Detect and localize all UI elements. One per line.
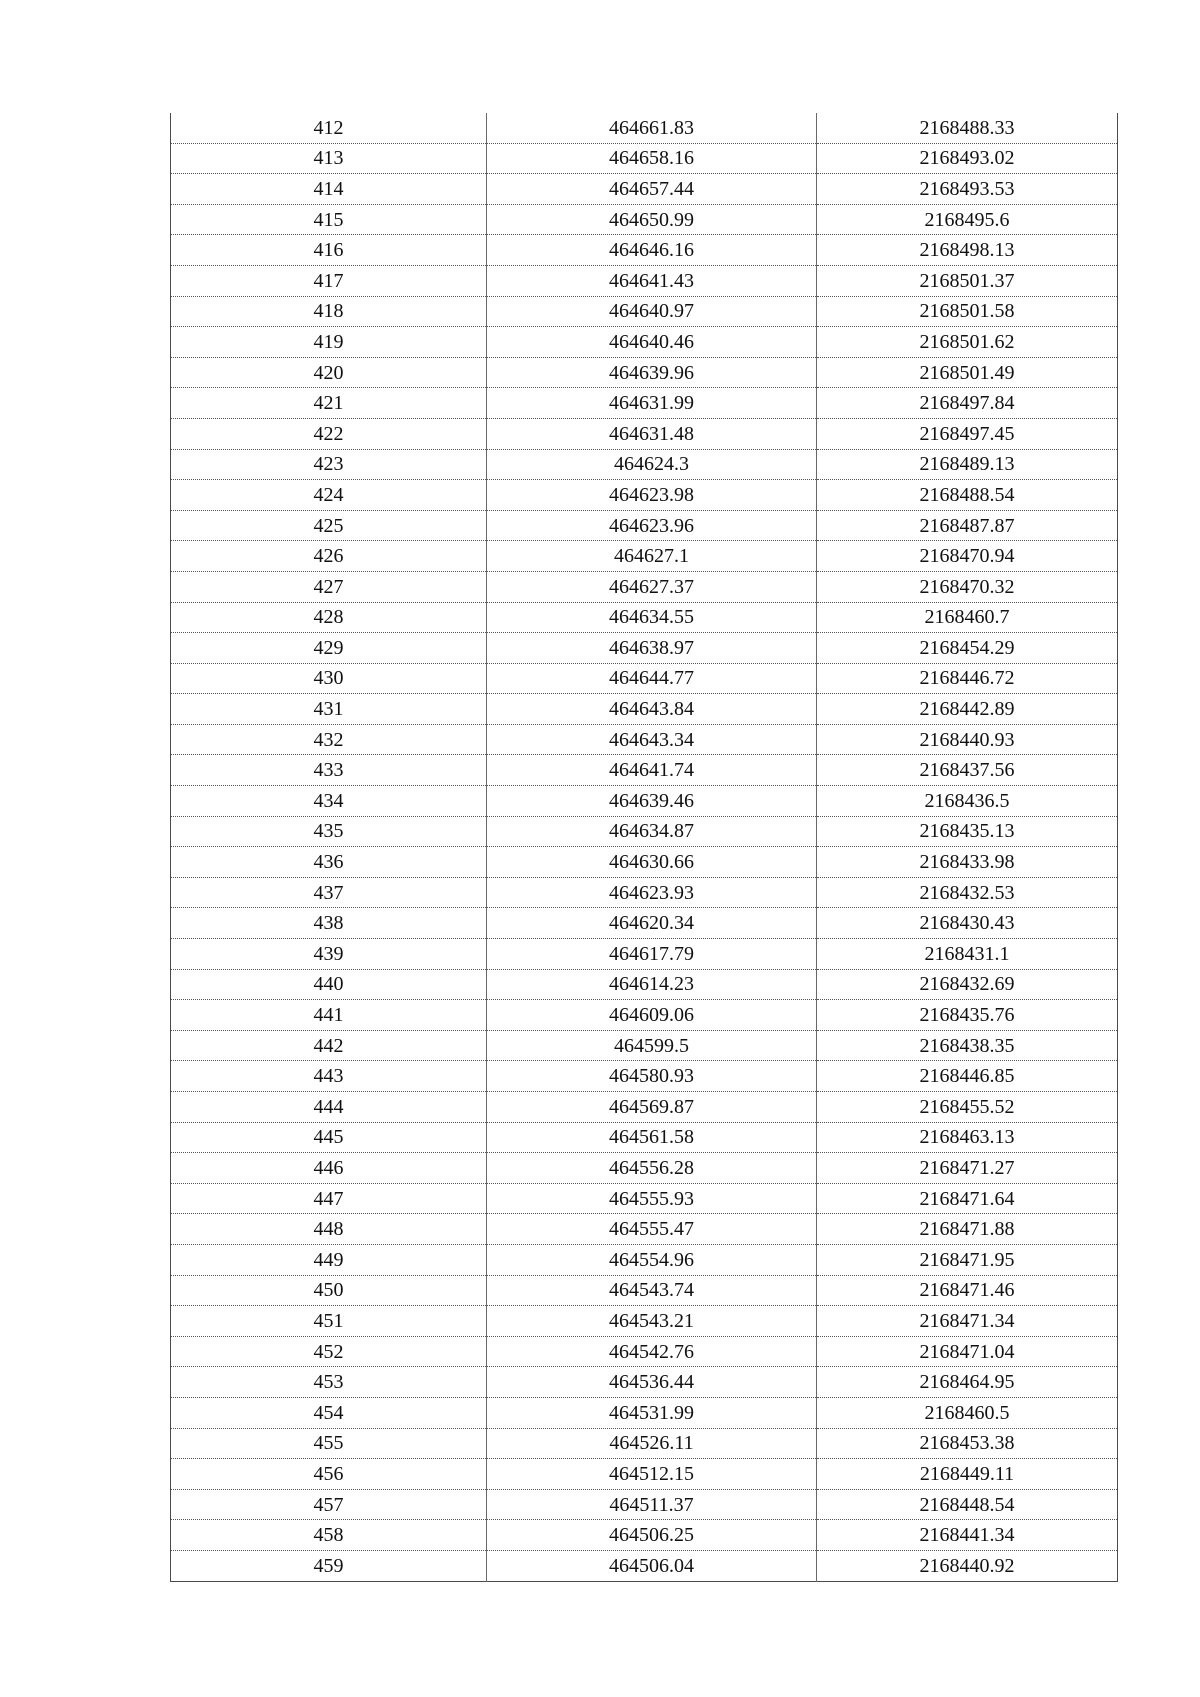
table-row — [171, 1550, 1118, 1581]
y-value-cell: 2168435.76 — [817, 1000, 1118, 1031]
x-value-cell: 464511.37 — [487, 1489, 817, 1520]
point-number-cell: 443 — [171, 1061, 487, 1092]
x-value-cell: 464657.44 — [487, 174, 817, 205]
y-value-cell: 2168438.35 — [817, 1030, 1118, 1061]
table-row — [171, 1459, 1118, 1490]
table-row — [171, 602, 1118, 633]
y-value-cell: 2168441.34 — [817, 1520, 1118, 1551]
point-number-cell: 429 — [171, 633, 487, 664]
y-value-cell: 2168446.85 — [817, 1061, 1118, 1092]
y-value-cell: 2168471.64 — [817, 1183, 1118, 1214]
x-value-cell: 464620.34 — [487, 908, 817, 939]
table-row — [171, 571, 1118, 602]
y-value-cell: 2168453.38 — [817, 1428, 1118, 1459]
point-number-cell: 448 — [171, 1214, 487, 1245]
y-value-cell: 2168498.13 — [817, 235, 1118, 266]
table-row — [171, 694, 1118, 725]
y-value-cell: 2168436.5 — [817, 786, 1118, 817]
x-value-cell: 464638.97 — [487, 633, 817, 664]
table-row — [171, 1275, 1118, 1306]
y-value-cell: 2168430.43 — [817, 908, 1118, 939]
y-value-cell: 2168464.95 — [817, 1367, 1118, 1398]
table-row — [171, 265, 1118, 296]
table-row — [171, 877, 1118, 908]
point-number-cell: 416 — [171, 235, 487, 266]
x-value-cell: 464658.16 — [487, 143, 817, 174]
x-value-cell: 464599.5 — [487, 1030, 817, 1061]
x-value-cell: 464623.96 — [487, 510, 817, 541]
x-value-cell: 464536.44 — [487, 1367, 817, 1398]
point-number-cell: 447 — [171, 1183, 487, 1214]
coordinate-table-body — [171, 113, 1118, 1581]
y-value-cell: 2168446.72 — [817, 663, 1118, 694]
table-row — [171, 418, 1118, 449]
point-number-cell: 422 — [171, 418, 487, 449]
y-value-cell: 2168433.98 — [817, 847, 1118, 878]
table-row — [171, 969, 1118, 1000]
x-value-cell: 464644.77 — [487, 663, 817, 694]
point-number-cell: 427 — [171, 571, 487, 602]
table-row — [171, 1306, 1118, 1337]
x-value-cell: 464631.48 — [487, 418, 817, 449]
point-number-cell: 458 — [171, 1520, 487, 1551]
table-row — [171, 1489, 1118, 1520]
y-value-cell: 2168460.5 — [817, 1397, 1118, 1428]
x-value-cell: 464506.25 — [487, 1520, 817, 1551]
y-value-cell: 2168488.33 — [817, 113, 1118, 143]
point-number-cell: 419 — [171, 327, 487, 358]
table-row — [171, 755, 1118, 786]
table-row — [171, 816, 1118, 847]
x-value-cell: 464650.99 — [487, 204, 817, 235]
x-value-cell: 464531.99 — [487, 1397, 817, 1428]
point-number-cell: 421 — [171, 388, 487, 419]
point-number-cell: 451 — [171, 1306, 487, 1337]
y-value-cell: 2168501.49 — [817, 357, 1118, 388]
table-row — [171, 1244, 1118, 1275]
x-value-cell: 464556.28 — [487, 1153, 817, 1184]
x-value-cell: 464555.47 — [487, 1214, 817, 1245]
table-row — [171, 1397, 1118, 1428]
x-value-cell: 464661.83 — [487, 113, 817, 143]
y-value-cell: 2168471.46 — [817, 1275, 1118, 1306]
point-number-cell: 437 — [171, 877, 487, 908]
table-row — [171, 143, 1118, 174]
point-number-cell: 436 — [171, 847, 487, 878]
x-value-cell: 464627.37 — [487, 571, 817, 602]
point-number-cell: 412 — [313, 116, 344, 139]
point-number-cell: 418 — [171, 296, 487, 327]
x-value-cell: 464623.93 — [487, 877, 817, 908]
table-row — [171, 174, 1118, 205]
table-row — [171, 113, 1118, 143]
point-number-cell: 439 — [171, 939, 487, 970]
point-number-cell: 430 — [171, 663, 487, 694]
y-value-cell: 2168488.54 — [817, 480, 1118, 511]
table-row — [171, 541, 1118, 572]
point-number-cell: 417 — [171, 265, 487, 296]
point-number-cell: 453 — [171, 1367, 487, 1398]
x-value-cell: 464634.55 — [487, 602, 817, 633]
x-value-cell: 464526.11 — [487, 1428, 817, 1459]
table-row — [171, 296, 1118, 327]
point-number-cell: 442 — [171, 1030, 487, 1061]
x-value-cell: 464641.74 — [487, 755, 817, 786]
x-value-cell: 464614.23 — [487, 969, 817, 1000]
x-value-cell: 464617.79 — [487, 939, 817, 970]
y-value-cell: 2168432.69 — [817, 969, 1118, 1000]
x-value-cell: 464631.99 — [487, 388, 817, 419]
point-number-cell: 457 — [171, 1489, 487, 1520]
table-row — [171, 1183, 1118, 1214]
table-row — [171, 847, 1118, 878]
y-value-cell: 2168440.93 — [817, 724, 1118, 755]
table-row — [171, 449, 1118, 480]
table-row — [171, 786, 1118, 817]
table-row — [171, 204, 1118, 235]
table-row — [171, 1428, 1118, 1459]
table-row — [171, 1520, 1118, 1551]
x-value-cell: 464543.74 — [487, 1275, 817, 1306]
point-number-cell: 444 — [171, 1092, 487, 1123]
y-value-cell: 2168449.11 — [817, 1459, 1118, 1490]
x-value-cell: 464555.93 — [487, 1183, 817, 1214]
point-number-cell: 433 — [171, 755, 487, 786]
y-value-cell: 2168455.52 — [817, 1092, 1118, 1123]
point-number-cell: 438 — [171, 908, 487, 939]
point-number-cell: 414 — [171, 174, 487, 205]
y-value-cell: 2168463.13 — [817, 1122, 1118, 1153]
point-number-cell: 423 — [171, 449, 487, 480]
y-value-cell: 2168471.34 — [817, 1306, 1118, 1337]
point-number-cell: 428 — [171, 602, 487, 633]
point-number-cell: 459 — [171, 1550, 487, 1581]
point-number-cell: 434 — [171, 786, 487, 817]
point-number-cell: 441 — [171, 1000, 487, 1031]
x-value-cell: 464554.96 — [487, 1244, 817, 1275]
y-value-cell: 2168471.27 — [817, 1153, 1118, 1184]
x-value-cell: 464543.21 — [487, 1306, 817, 1337]
y-value-cell: 2168497.84 — [817, 388, 1118, 419]
y-value-cell: 2168448.54 — [817, 1489, 1118, 1520]
point-number-cell: 432 — [171, 724, 487, 755]
table-row — [171, 1122, 1118, 1153]
y-value-cell: 2168489.13 — [817, 449, 1118, 480]
point-number-cell: 456 — [171, 1459, 487, 1490]
table-row — [171, 1336, 1118, 1367]
table-row — [171, 327, 1118, 358]
y-value-cell: 2168493.02 — [817, 143, 1118, 174]
x-value-cell: 464630.66 — [487, 847, 817, 878]
table-row — [171, 1367, 1118, 1398]
y-value-cell: 2168431.1 — [817, 939, 1118, 970]
point-number-cell: 415 — [171, 204, 487, 235]
y-value-cell: 2168470.32 — [817, 571, 1118, 602]
table-row — [171, 1092, 1118, 1123]
x-value-cell: 464512.15 — [487, 1459, 817, 1490]
point-number-cell: 426 — [171, 541, 487, 572]
point-number-cell: 413 — [171, 143, 487, 174]
y-value-cell: 2168437.56 — [817, 755, 1118, 786]
table-row — [171, 724, 1118, 755]
point-number-cell: 424 — [171, 480, 487, 511]
x-value-cell: 464624.3 — [487, 449, 817, 480]
table-row — [171, 1030, 1118, 1061]
point-number-cell: 449 — [171, 1244, 487, 1275]
x-value-cell: 464623.98 — [487, 480, 817, 511]
table-row — [171, 908, 1118, 939]
y-value-cell: 2168501.62 — [817, 327, 1118, 358]
table-row — [171, 1061, 1118, 1092]
y-value-cell: 2168440.92 — [817, 1550, 1118, 1581]
point-number-cell: 425 — [171, 510, 487, 541]
table-row — [171, 235, 1118, 266]
y-value-cell: 2168454.29 — [817, 633, 1118, 664]
table-row — [171, 357, 1118, 388]
x-value-cell: 464542.76 — [487, 1336, 817, 1367]
x-value-cell: 464561.58 — [487, 1122, 817, 1153]
y-value-cell: 2168497.45 — [817, 418, 1118, 449]
y-value-cell: 2168471.88 — [817, 1214, 1118, 1245]
y-value-cell: 2168460.7 — [817, 602, 1118, 633]
x-value-cell: 464580.93 — [487, 1061, 817, 1092]
point-number-cell: 450 — [171, 1275, 487, 1306]
y-value-cell: 2168435.13 — [817, 816, 1118, 847]
point-number-cell: 452 — [171, 1336, 487, 1367]
y-value-cell: 2168470.94 — [817, 541, 1118, 572]
x-value-cell: 464609.06 — [487, 1000, 817, 1031]
table-row — [171, 388, 1118, 419]
y-value-cell: 2168501.37 — [817, 265, 1118, 296]
table-row — [171, 939, 1118, 970]
x-value-cell: 464627.1 — [487, 541, 817, 572]
y-value-cell: 2168501.58 — [817, 296, 1118, 327]
y-value-cell: 2168493.53 — [817, 174, 1118, 205]
table-row — [171, 510, 1118, 541]
table-row — [171, 480, 1118, 511]
y-value-cell: 2168432.53 — [817, 877, 1118, 908]
x-value-cell: 464506.04 — [487, 1550, 817, 1581]
y-value-cell: 2168471.95 — [817, 1244, 1118, 1275]
x-value-cell: 464634.87 — [487, 816, 817, 847]
y-value-cell: 2168495.6 — [817, 204, 1118, 235]
point-number-cell: 446 — [171, 1153, 487, 1184]
x-value-cell: 464643.84 — [487, 694, 817, 725]
point-number-cell: 431 — [171, 694, 487, 725]
x-value-cell: 464640.46 — [487, 327, 817, 358]
x-value-cell: 464646.16 — [487, 235, 817, 266]
point-number-cell: 455 — [171, 1428, 487, 1459]
x-value-cell: 464639.96 — [487, 357, 817, 388]
table-row — [171, 1153, 1118, 1184]
point-number-cell: 445 — [171, 1122, 487, 1153]
table-row — [171, 633, 1118, 664]
x-value-cell: 464643.34 — [487, 724, 817, 755]
y-value-cell: 2168471.04 — [817, 1336, 1118, 1367]
x-value-cell: 464640.97 — [487, 296, 817, 327]
point-number-cell: 435 — [171, 816, 487, 847]
table-row — [171, 1214, 1118, 1245]
coordinate-table — [170, 113, 1118, 1582]
table-row — [171, 1000, 1118, 1031]
point-number-cell: 454 — [171, 1397, 487, 1428]
y-value-cell: 2168487.87 — [817, 510, 1118, 541]
x-value-cell: 464641.43 — [487, 265, 817, 296]
x-value-cell: 464569.87 — [487, 1092, 817, 1123]
point-number-cell: 420 — [171, 357, 487, 388]
y-value-cell: 2168442.89 — [817, 694, 1118, 725]
x-value-cell: 464639.46 — [487, 786, 817, 817]
point-number-cell: 440 — [171, 969, 487, 1000]
table-row — [171, 663, 1118, 694]
